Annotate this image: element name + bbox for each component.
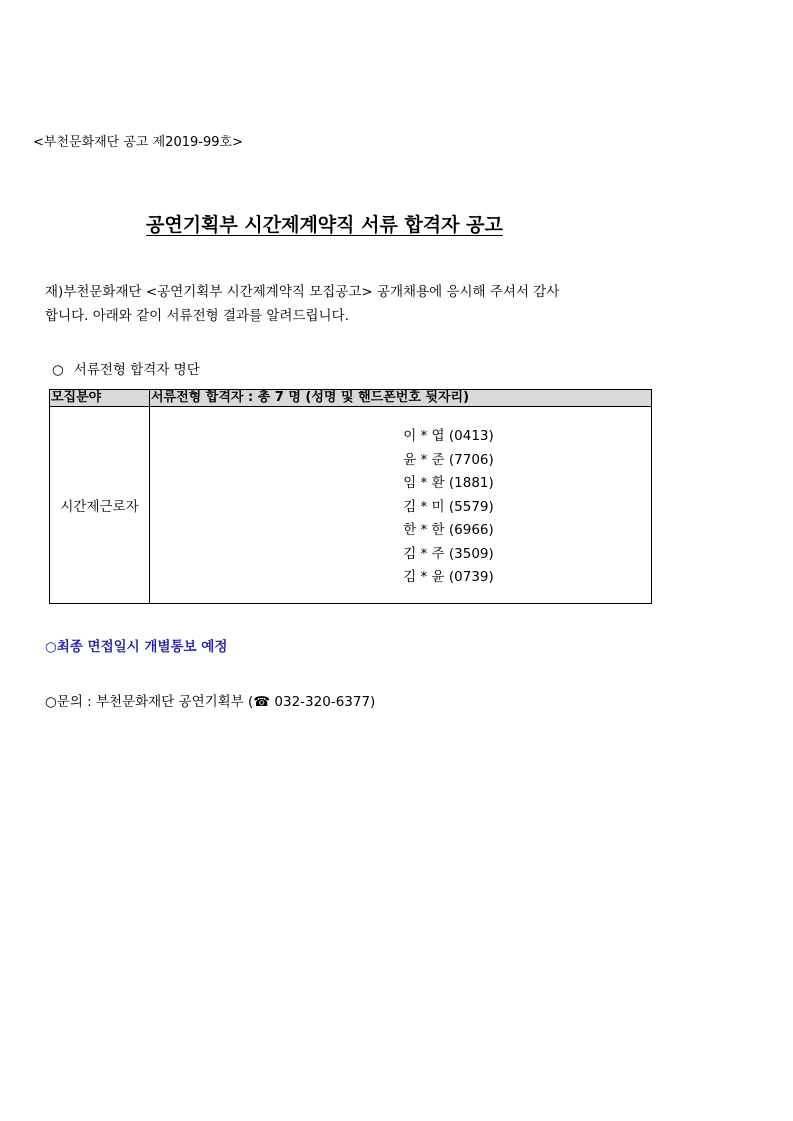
contact-info [45, 690, 375, 710]
intro-line-2: 합니다. 아래와 같이 서류전형 결과를 알려드립니다. [45, 308, 349, 324]
contact-phone: 032-320-6377) [270, 694, 376, 710]
table-row [50, 407, 652, 604]
header-candidates: 서류전형 합격자 : 총 7 명 (성명 및 핸드폰번호 뒷자리) [150, 390, 652, 407]
candidate-item: 한 * 한 (6966) [403, 522, 494, 538]
candidate-item: 김 * 미 (5579) [403, 498, 494, 515]
candidate-item: 김 * 주 (3509) [403, 545, 494, 562]
candidates-cell [150, 407, 652, 604]
table-header-row [50, 390, 652, 407]
candidate-item: 윤 * 준 (7706) [403, 451, 494, 468]
intro-line-1: 재)부천문화재단 <공연기획부 시간제계약직 모집공고> 공개채용에 응시해 주셔서 감사 [45, 284, 560, 300]
page-title: 공연기획부 시간제계약직 서류 합격자 공고 [146, 214, 503, 236]
contact-label: ○문의 : 부천문화재단 공연기획부 ( [45, 694, 254, 710]
phone-icon: ☎ [253, 694, 271, 710]
section-heading-text: 서류전형 합격자 명단 [73, 362, 200, 378]
section-heading [52, 358, 200, 378]
intro-paragraph [45, 280, 559, 328]
result-table [49, 389, 652, 604]
interview-note: ○최종 면접일시 개별통보 예정 [45, 639, 228, 655]
candidate-item: 임 * 환 (1881) [403, 475, 494, 491]
notice-number: <부천문화재단 공고 제2019-99호> [33, 135, 243, 150]
candidate-item: 이 * 엽 (0413) [403, 428, 494, 444]
candidate-item: 김 * 윤 (0739) [403, 569, 494, 585]
header-field: 모집분야 [50, 390, 150, 407]
circle-bullet-icon: ○ [52, 362, 64, 378]
field-cell: 시간제근로자 [50, 407, 150, 604]
